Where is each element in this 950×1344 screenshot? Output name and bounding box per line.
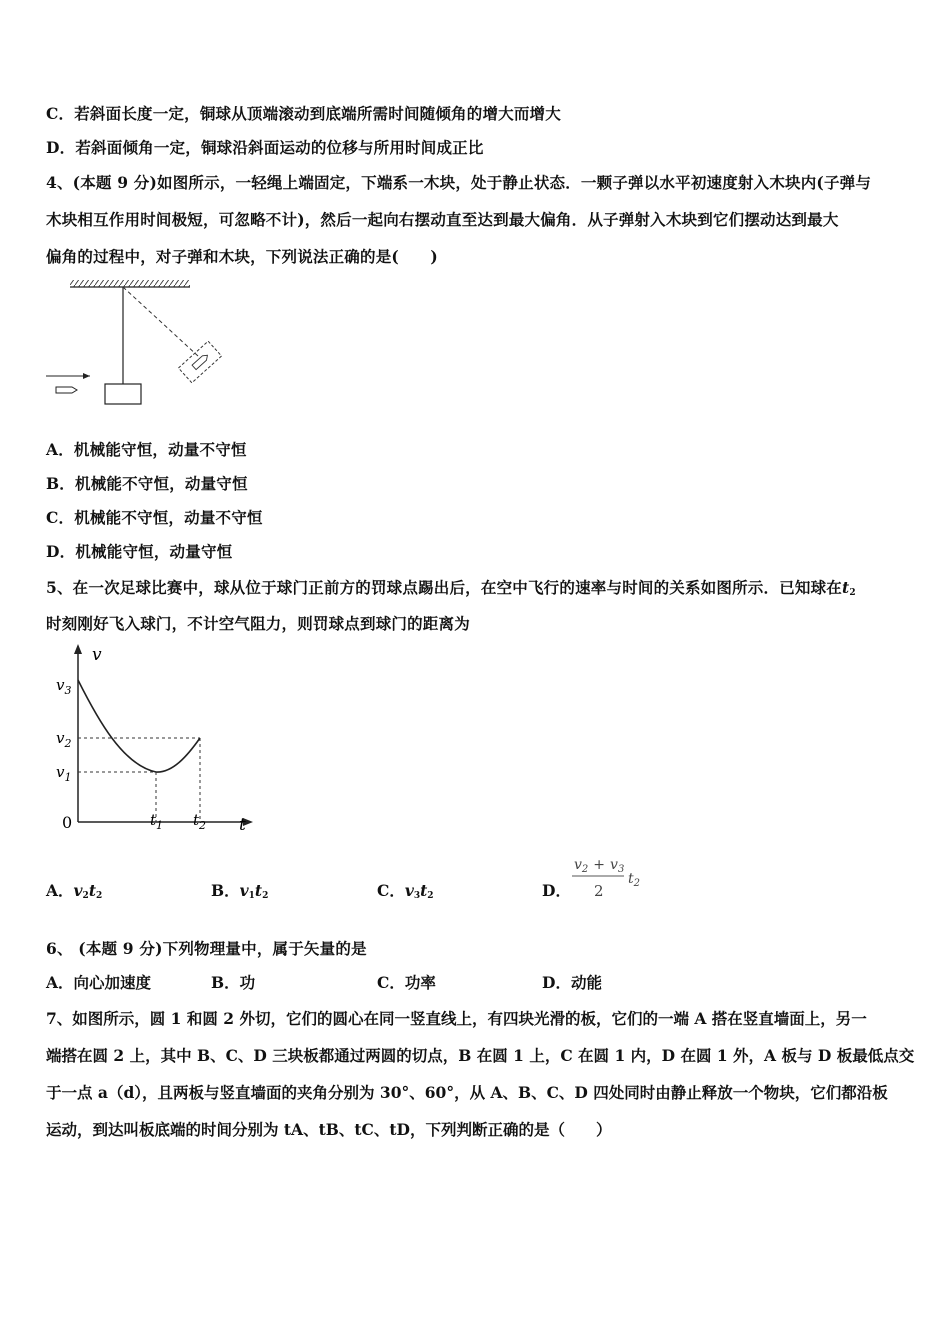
q5-stem-line1: [46, 576, 856, 598]
q5-option-d-label: D．: [542, 881, 571, 900]
swung-block-dashed: [178, 341, 221, 383]
q7-stem-line4: 运动，到达叫板底端的时间分别为 tA、tB、tC、tD，下列判断正确的是（ ）: [46, 1120, 612, 1139]
axis-v-label: v: [92, 645, 102, 665]
q4-stem-line1: 4、(本题 9 分)如图所示，一轻绳上端固定，下端系一木块，处于静止状态．一颗子弹以水平初速度射入木块内(子弹与: [46, 173, 872, 192]
v1-label: $v_1$: [56, 763, 72, 784]
q7-stem-line1: 7、如图所示，圆 1 和圆 2 外切，它们的圆心在同一竖直线上，有四块光滑的板，它们的一端 A 搭在竖直墙面上，另一: [46, 1009, 867, 1028]
axis-t-label: t: [239, 815, 246, 835]
swing-rope-dashed: [123, 287, 198, 356]
q5-option-a-label: A．: [46, 881, 74, 900]
q6-option-c: C．功率: [377, 973, 436, 992]
q4-option-c: C．机械能不守恒，动量不守恒: [46, 508, 263, 527]
q6-option-a: A．向心加速度: [46, 973, 152, 992]
ceiling-hatch: [70, 280, 190, 287]
pendulum-figure: [40, 278, 230, 413]
q5-option-c-label: C．: [377, 881, 405, 900]
t2-label: $t_2$: [193, 811, 207, 832]
q5-option-b-v-sub: 1: [248, 891, 255, 901]
q5-option-c-t: t: [420, 881, 428, 900]
q5-option-b-v: v: [239, 881, 249, 900]
v3-label: $v_3$: [56, 676, 72, 697]
q6-stem: 6、 (本题 9 分)下列物理量中，属于矢量的是: [46, 939, 367, 958]
q5-stem-line1-text: 5、在一次足球比赛中，球从位于球门正前方的罚球点踢出后，在空中飞行的速率与时间的关系如图所示．已知球在: [46, 578, 842, 597]
velocity-time-graph: [48, 640, 268, 840]
v-axis-arrow-icon: [74, 644, 82, 654]
q7-stem-line3: 于一点 a（d），且两板与竖直墙面的夹角分别为 30°、60°，从 A、B、C、D 四处同时由静止释放一个物块，它们都沿板: [46, 1083, 888, 1102]
q4-option-a: A．机械能守恒，动量不守恒: [46, 440, 247, 459]
t1-label: $t_1$: [150, 811, 164, 832]
bullet-icon: [56, 387, 77, 393]
q5-option-a-t-sub: 2: [95, 891, 103, 901]
q5-option-d-fraction: [568, 852, 648, 902]
q5-option-a-v-sub: 2: [82, 891, 89, 901]
arrow-head-icon: [83, 373, 90, 379]
q3-option-c: C．若斜面长度一定，铜球从顶端滚动到底端所需时间随倾角的增大而增大: [46, 104, 561, 123]
speed-curve: [78, 680, 200, 772]
q4-option-d: D．机械能守恒，动量守恒: [46, 542, 233, 561]
q5-option-a: [46, 879, 102, 901]
fraction-denominator: 2: [594, 882, 604, 900]
origin-label: 0: [62, 813, 73, 832]
wood-block: [105, 384, 141, 404]
q5-stem-t: t: [842, 578, 850, 597]
q5-option-b-label: B．: [211, 881, 240, 900]
q5-stem-line2: 时刻刚好飞入球门，不计空气阻力，则罚球点到球门的距离为: [46, 614, 470, 633]
q6-option-b: B．功: [211, 973, 256, 992]
q7-stem-line2: 端搭在圆 2 上，其中 B、C、D 三块板都通过两圆的切点，B 在圆 1 上，C 在圆 1 内，D 在圆 1 外，A 板与 D 板最低点交: [46, 1046, 915, 1065]
q5-option-b: [211, 879, 268, 901]
q6-option-d: D．动能: [542, 973, 602, 992]
q5-option-b-t: t: [254, 881, 263, 900]
q5-option-b-t-sub: 2: [262, 891, 269, 901]
q5-option-a-t: t: [88, 881, 96, 900]
q4-option-b: B．机械能不守恒，动量守恒: [46, 474, 248, 493]
q5-option-c-v-sub: 3: [413, 891, 421, 901]
q5-option-c-t-sub: 2: [427, 891, 434, 901]
q5-option-a-v: v: [73, 881, 83, 900]
q5-stem-t-sub: 2: [849, 588, 856, 598]
q3-option-d: D．若斜面倾角一定，铜球沿斜面运动的位移与所用时间成正比: [46, 138, 484, 157]
fraction-numerator: $v_2 + v_3$: [574, 857, 625, 875]
q5-option-c-v: v: [404, 881, 414, 900]
fraction-time: $t_2$: [628, 871, 641, 889]
q4-stem-line3: 偏角的过程中，对子弹和木块，下列说法正确的是( ): [46, 247, 438, 266]
q5-option-c: [377, 879, 434, 901]
v2-label: $v_2$: [56, 729, 72, 750]
q4-stem-line2: 木块相互作用时间极短，可忽略不计)，然后一起向右摆动直至达到最大偏角．从子弹射入木块到它们摆动达到最大: [46, 210, 839, 229]
